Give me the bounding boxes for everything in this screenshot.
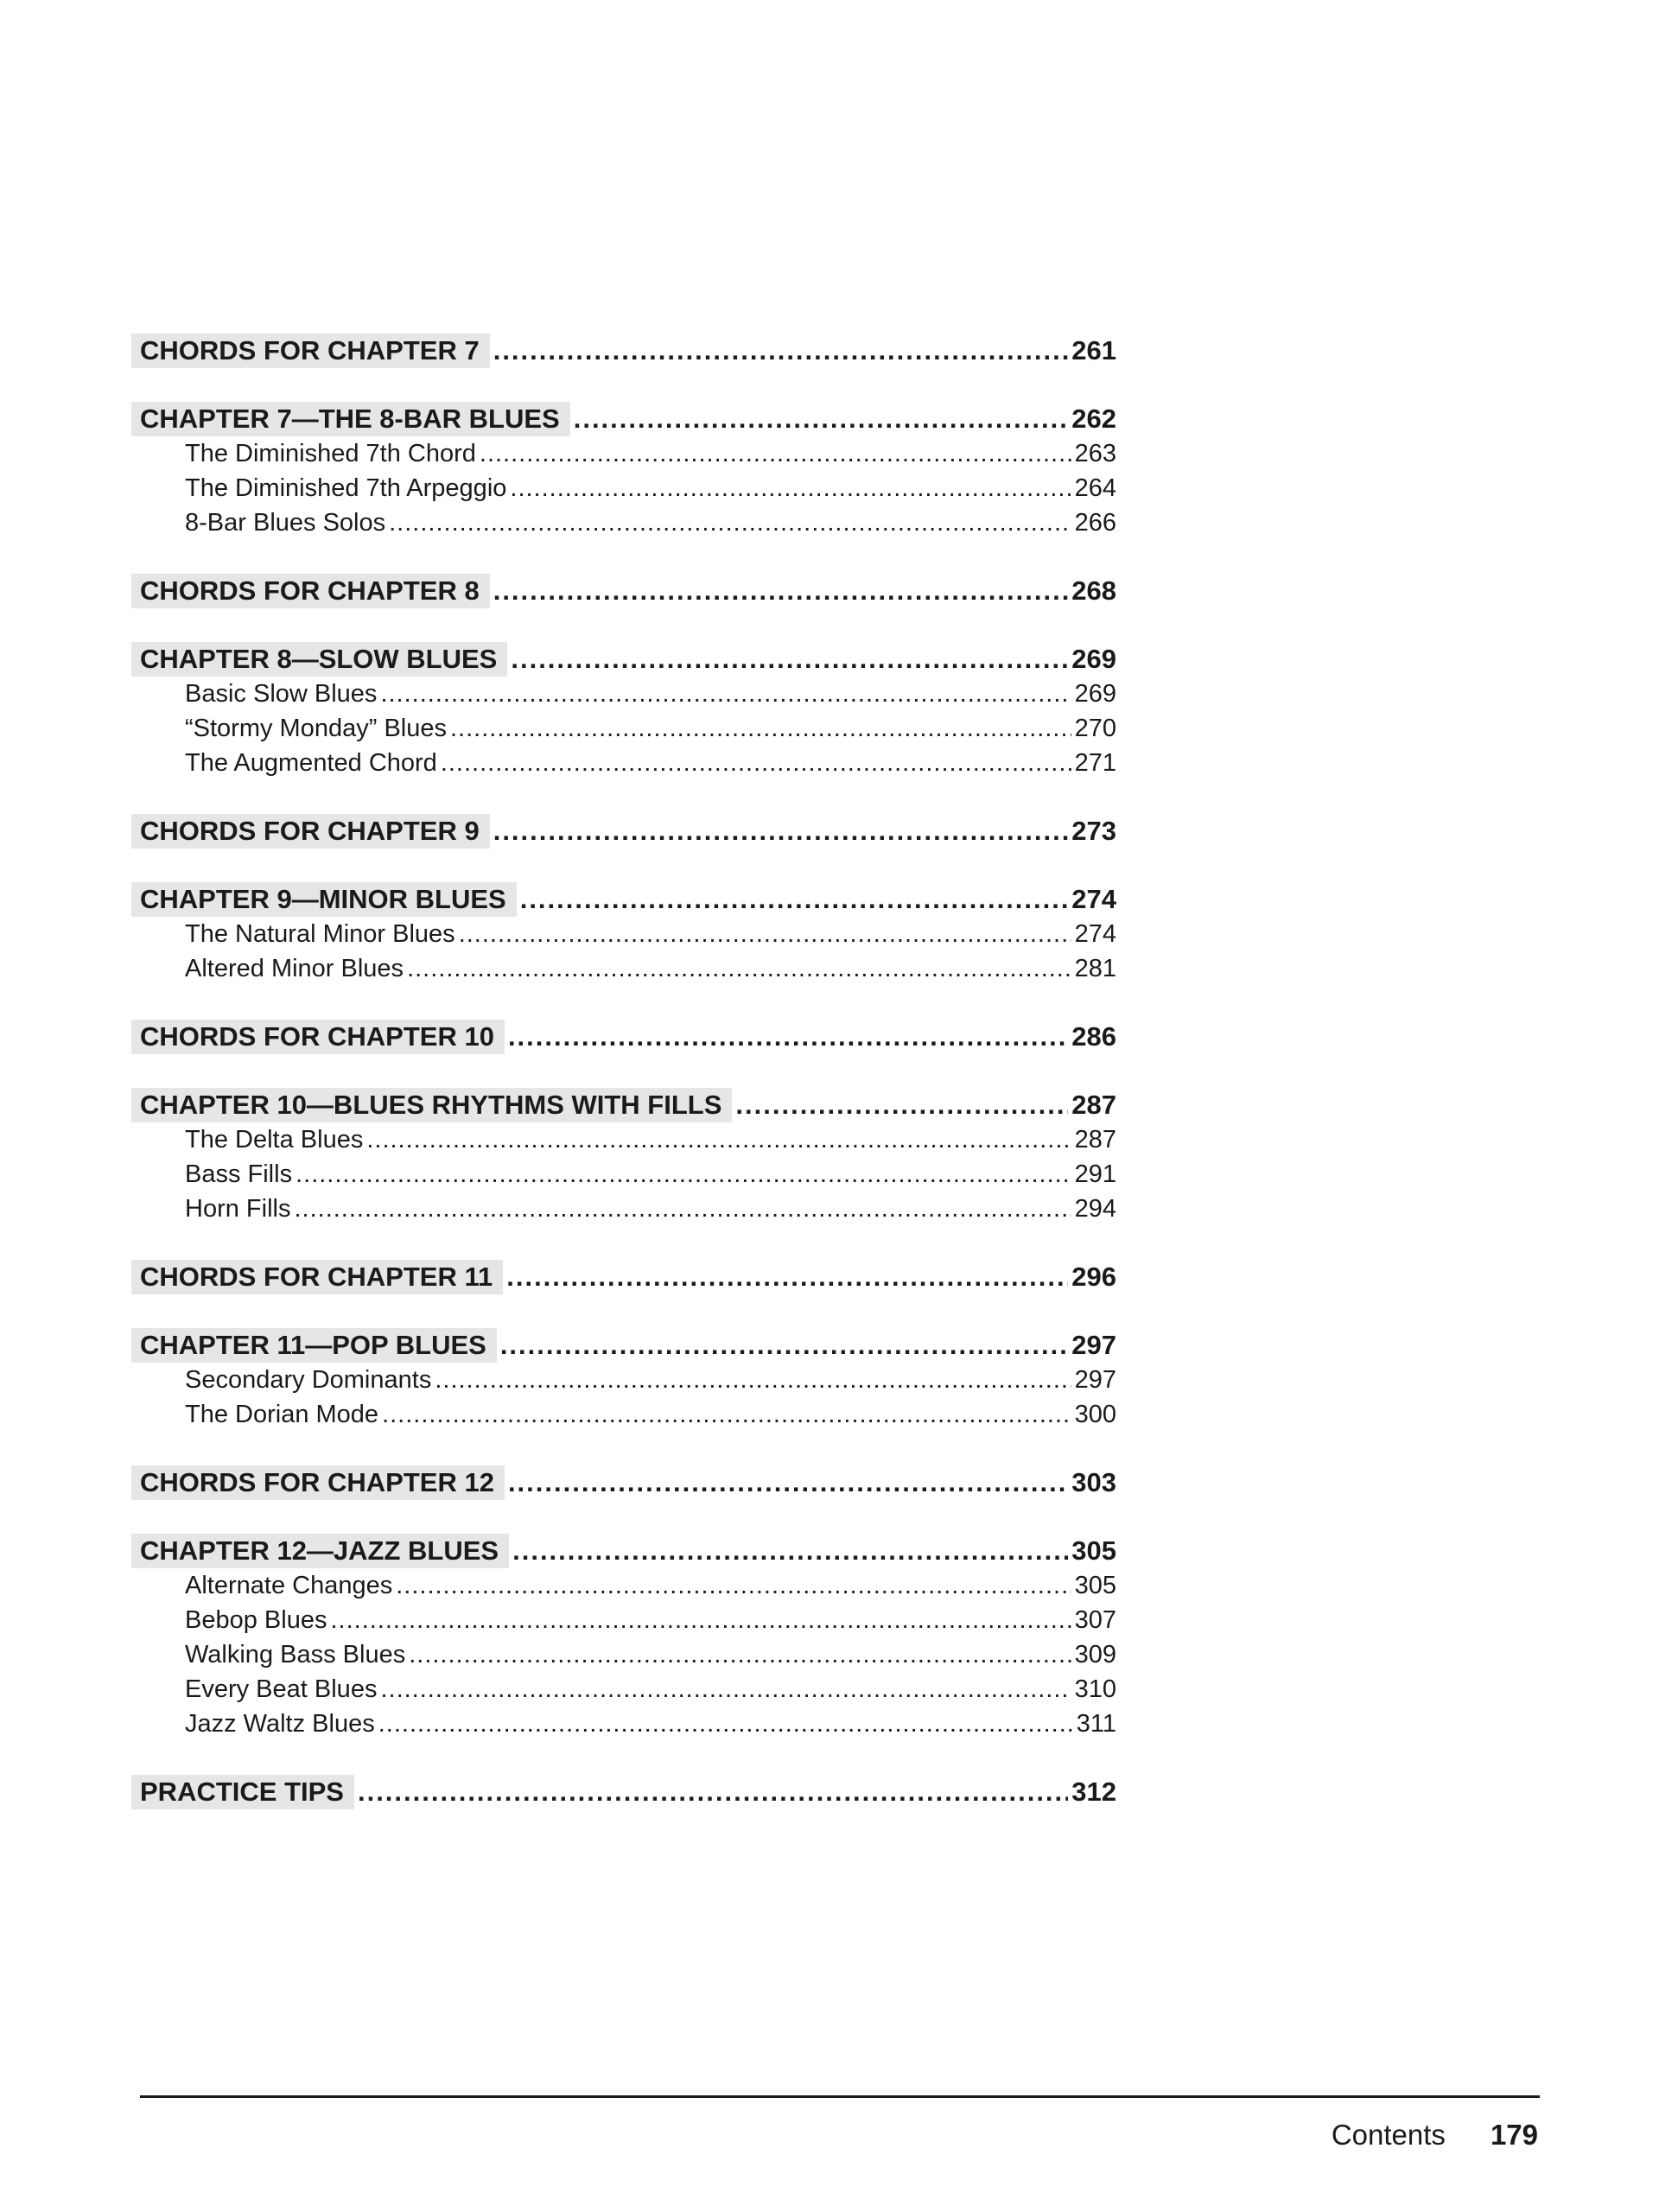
toc-subentry-title: Every Beat Blues [185,1675,378,1703]
dot-leader [378,1707,1073,1741]
toc-section [131,574,1116,608]
toc-subentry-title: The Delta Blues [185,1126,364,1154]
toc-heading-title: CHAPTER 11—POP BLUES [131,1328,497,1363]
toc-heading-page-number: 305 [1071,1535,1116,1566]
toc-heading-page-number: 261 [1071,335,1116,365]
dot-leader [294,1192,1071,1226]
toc-subentry[interactable] [131,1707,1116,1741]
toc-heading-page-number: 286 [1071,1021,1116,1052]
dot-leader [480,436,1071,471]
toc-subentry[interactable] [131,1192,1116,1226]
toc-subentry-page-number: 266 [1074,509,1116,537]
dot-leader [506,1260,1068,1294]
toc-subentry-title: Walking Bass Blues [185,1641,406,1669]
section-spacer [131,1054,1116,1088]
toc-subentry-title: “Stormy Monday” Blues [185,715,447,742]
dot-leader [358,1775,1068,1809]
toc-heading[interactable] [131,1328,1116,1363]
toc-subentry[interactable] [131,1397,1116,1432]
toc-subentry-page-number: 294 [1074,1195,1116,1223]
toc-subentry[interactable] [131,436,1116,471]
toc-subentry[interactable] [131,505,1116,540]
toc-subentry[interactable] [131,1672,1116,1707]
toc-subentry-page-number: 300 [1074,1401,1116,1428]
toc-heading-page-number: 296 [1071,1262,1116,1292]
section-spacer [131,986,1116,1020]
toc-subentry-title: The Natural Minor Blues [185,920,455,948]
toc-heading[interactable] [131,334,1116,368]
dot-leader [459,917,1071,951]
section-spacer [131,1432,1116,1465]
toc-section [131,1775,1116,1809]
table-of-contents [131,334,1116,1809]
dot-leader [493,574,1069,608]
dot-leader [574,402,1069,436]
toc-heading-title: CHAPTER 9—MINOR BLUES [131,882,517,917]
dot-leader [450,711,1071,746]
toc-heading[interactable] [131,1534,1116,1568]
toc-heading[interactable] [131,402,1116,436]
toc-subentry-title: The Diminished 7th Chord [185,440,476,467]
dot-leader [735,1088,1068,1122]
toc-subentry[interactable] [131,711,1116,746]
toc-subentry-page-number: 297 [1074,1366,1116,1394]
section-spacer [131,608,1116,642]
toc-section [131,642,1116,780]
toc-subentry[interactable] [131,1568,1116,1603]
toc-subentry-page-number: 310 [1074,1675,1116,1703]
toc-heading-page-number: 312 [1071,1777,1116,1807]
toc-subentry[interactable] [131,917,1116,951]
toc-subentry-title: Basic Slow Blues [185,680,378,708]
toc-heading-title: CHORDS FOR CHAPTER 12 [131,1465,505,1500]
toc-subentry-title: Alternate Changes [185,1572,393,1599]
toc-heading-page-number: 287 [1071,1090,1116,1120]
toc-section [131,1534,1116,1741]
toc-subentry[interactable] [131,471,1116,505]
page-footer [1332,2119,1538,2152]
toc-heading[interactable] [131,1088,1116,1122]
section-spacer [131,780,1116,814]
toc-heading-title: CHAPTER 10—BLUES RHYTHMS WITH FILLS [131,1088,732,1122]
dot-leader [366,1122,1071,1157]
toc-heading-title: CHAPTER 8—SLOW BLUES [131,642,507,677]
dot-leader [296,1157,1071,1192]
toc-subentry-page-number: 269 [1074,680,1116,708]
toc-subentry-title: Bebop Blues [185,1606,327,1634]
dot-leader [330,1603,1071,1637]
dot-leader [389,505,1071,540]
toc-subentry-page-number: 309 [1074,1641,1116,1669]
toc-heading-title: CHORDS FOR CHAPTER 9 [131,814,490,849]
toc-subentry-title: The Augmented Chord [185,749,437,777]
section-spacer [131,849,1116,882]
dot-leader [382,1397,1071,1432]
toc-subentry[interactable] [131,1157,1116,1192]
toc-subentry[interactable] [131,1363,1116,1397]
toc-heading-page-number: 262 [1071,404,1116,434]
toc-heading[interactable] [131,814,1116,849]
toc-heading[interactable] [131,1020,1116,1054]
dot-leader [493,334,1069,368]
dot-leader [441,746,1071,780]
page-number: 179 [1490,2119,1538,2151]
toc-heading-page-number: 297 [1071,1330,1116,1360]
toc-subentry-page-number: 311 [1076,1710,1116,1738]
toc-heading-page-number: 273 [1071,816,1116,846]
toc-subentry-title: Horn Fills [185,1195,291,1223]
footer-section-label: Contents [1331,2119,1446,2151]
toc-subentry-page-number: 271 [1074,749,1116,777]
toc-subentry-page-number: 281 [1074,955,1116,982]
dot-leader [435,1363,1071,1397]
toc-section [131,1328,1116,1432]
toc-subentry[interactable] [131,677,1116,711]
toc-heading-title: CHAPTER 7—THE 8-BAR BLUES [131,402,570,436]
toc-subentry-page-number: 263 [1074,440,1116,467]
toc-heading[interactable] [131,642,1116,677]
toc-subentry-page-number: 270 [1074,715,1116,742]
toc-heading[interactable] [131,882,1116,917]
dot-leader [510,471,1071,505]
toc-heading[interactable] [131,1465,1116,1500]
dot-leader [380,677,1071,711]
dot-leader [380,1672,1071,1707]
dot-leader [520,882,1069,917]
dot-leader [493,814,1069,849]
toc-heading-page-number: 303 [1071,1467,1116,1497]
toc-heading-page-number: 269 [1071,644,1116,674]
toc-section [131,1260,1116,1294]
dot-leader [508,1465,1068,1500]
dot-leader [512,1534,1068,1568]
toc-subentry-page-number: 305 [1074,1572,1116,1599]
toc-section [131,334,1116,368]
toc-subentry-title: Bass Fills [185,1160,293,1188]
toc-section [131,402,1116,540]
toc-heading-title: CHORDS FOR CHAPTER 8 [131,574,490,608]
toc-heading-page-number: 268 [1071,575,1116,606]
toc-subentry-title: Altered Minor Blues [185,955,404,982]
section-spacer [131,540,1116,574]
toc-section [131,1088,1116,1226]
section-spacer [131,1500,1116,1534]
toc-section [131,814,1116,849]
toc-subentry-title: The Diminished 7th Arpeggio [185,474,507,502]
toc-subentry-page-number: 291 [1074,1160,1116,1188]
toc-heading-title: CHORDS FOR CHAPTER 7 [131,334,490,368]
dot-leader [407,951,1071,986]
toc-heading-title: PRACTICE TIPS [131,1775,354,1809]
toc-section [131,882,1116,986]
dot-leader [409,1637,1071,1672]
toc-subentry-page-number: 287 [1074,1126,1116,1154]
toc-subentry[interactable] [131,1122,1116,1157]
dot-leader [396,1568,1071,1603]
toc-subentry-title: Jazz Waltz Blues [185,1710,375,1738]
section-spacer [131,368,1116,402]
toc-heading[interactable] [131,1775,1116,1809]
toc-heading-title: CHORDS FOR CHAPTER 10 [131,1020,505,1054]
toc-heading[interactable] [131,574,1116,608]
dot-leader [500,1328,1068,1363]
toc-section [131,1020,1116,1054]
section-spacer [131,1226,1116,1260]
dot-leader [508,1020,1068,1054]
section-spacer [131,1741,1116,1775]
toc-heading-title: CHORDS FOR CHAPTER 11 [131,1260,503,1294]
toc-heading-title: CHAPTER 12—JAZZ BLUES [131,1534,509,1568]
toc-subentry[interactable] [131,1603,1116,1637]
toc-heading-page-number: 274 [1071,884,1116,914]
toc-heading[interactable] [131,1260,1116,1294]
toc-subentry-page-number: 264 [1074,474,1116,502]
toc-subentry-page-number: 274 [1074,920,1116,948]
toc-subentry[interactable] [131,951,1116,986]
section-spacer [131,1294,1116,1328]
toc-subentry-title: 8-Bar Blues Solos [185,509,386,537]
toc-section [131,1465,1116,1500]
toc-subentry[interactable] [131,746,1116,780]
footer-divider [140,2095,1540,2098]
toc-subentry-title: The Dorian Mode [185,1401,379,1428]
dot-leader [511,642,1068,677]
toc-subentry[interactable] [131,1637,1116,1672]
toc-subentry-page-number: 307 [1074,1606,1116,1634]
toc-subentry-title: Secondary Dominants [185,1366,432,1394]
